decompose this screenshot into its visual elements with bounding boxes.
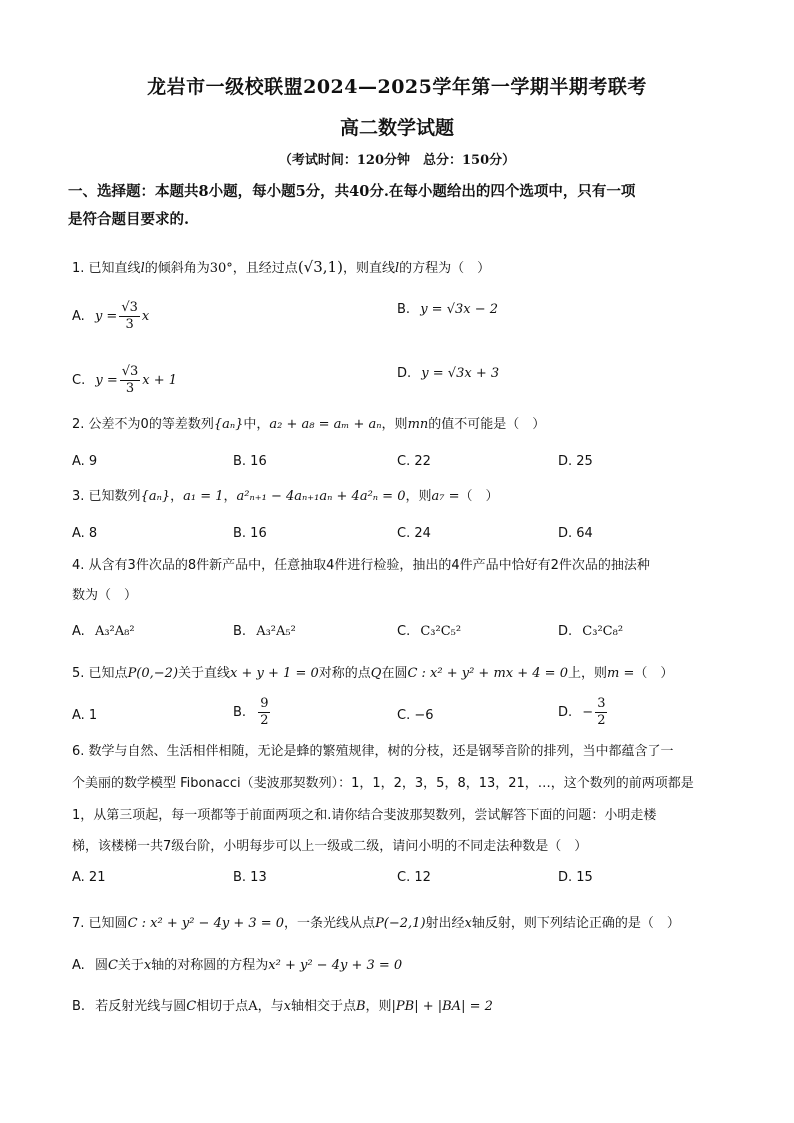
question-6-option-a: A. 21 — [72, 870, 106, 885]
question-3-option-d: D. 64 — [558, 526, 593, 541]
question-6-stem-line1: 6. 数学与自然、生活相伴相随，无论是蜂的繁殖规律，树的分枝，还是钢琴音阶的排列，当中都蕴含了一 — [72, 744, 674, 759]
question-4-option-d: D. C₃²C₈² — [558, 624, 624, 639]
section-heading-line1: 一、选择题：本题共8小题，每小题5分，共40分.在每小题给出的四个选项中，只有一项 — [68, 183, 636, 200]
question-6-stem-line2: 个美丽的数学模型 Fibonacci（斐波那契数列）：1，1，2，3，5，8，13，21，…，这个数列的前两项都是 — [72, 776, 694, 791]
fraction: $\frac{9}{2}$ — [260, 696, 269, 728]
question-5-stem: 5. 已知点P(0,−2)关于直线x + y + 1 = 0对称的点Q在圆C : x² + y² + mx + 4 = 0上，则m =（ ） — [72, 666, 674, 681]
question-1-option-a: A. y = $\frac{√3}{3}$ x — [72, 300, 150, 332]
question-4-stem-line2: 数为（ ） — [72, 588, 138, 603]
question-1-option-d: D. y = √3x + 3 — [397, 366, 500, 381]
question-5-option-c: C. −6 — [397, 708, 434, 723]
question-5-option-d: D. − $\frac{3}{2}$ — [558, 696, 606, 728]
question-4-option-a: A. A₃²A₈² — [72, 624, 135, 639]
question-1-stem: 1. 已知直线l的倾斜角为30°，且经过点(√3,1)，则直线l的方程为（ ） — [72, 258, 491, 276]
question-number: 1. — [72, 261, 85, 276]
question-3-option-c: C. 24 — [397, 526, 431, 541]
question-number: 2. — [72, 417, 85, 432]
exam-subtitle: 高二数学试题 — [339, 117, 454, 139]
fraction: $\frac{√3}{3}$ — [121, 300, 138, 332]
question-3-stem: 3. 已知数列{aₙ}，a₁ = 1，a²ₙ₊₁ − 4aₙ₊₁aₙ + 4a²ₙ = 0，则a₇ =（ ） — [72, 489, 499, 504]
question-7-option-a: A. 圆C关于x轴的对称圆的方程为x² + y² − 4y + 3 = 0 — [72, 958, 403, 973]
exam-title: 龙岩市一级校联盟2024—2025学年第一学期半期考联考 — [147, 76, 647, 98]
fraction: $\frac{3}{2}$ — [597, 696, 606, 728]
question-4-option-b: B. A₃²A₅² — [233, 624, 296, 639]
question-7-stem: 7. 已知圆C : x² + y² − 4y + 3 = 0，一条光线从点P(−2,1)射出经x轴反射，则下列结论正确的是（ ） — [72, 916, 680, 931]
question-1-option-c: C. y = $\frac{√3}{3}$ x + 1 — [72, 364, 178, 396]
fraction: $\frac{√3}{3}$ — [121, 364, 139, 396]
question-number: 6. — [72, 744, 85, 759]
question-2-option-b: B. 16 — [233, 454, 267, 469]
question-1-option-b: B. y = √3x − 2 — [397, 302, 499, 317]
section-heading-line2: 是符合题目要求的. — [68, 211, 190, 228]
question-5-option-b: B. $\frac{9}{2}$ — [233, 696, 269, 728]
exam-meta: （考试时间：120分钟 总分：150分） — [278, 153, 516, 168]
question-6-option-c: C. 12 — [397, 870, 431, 885]
question-2-stem: 2. 公差不为0的等差数列{aₙ}中，a₂ + a₈ = aₘ + aₙ，则mn的值不可能是（ ） — [72, 417, 546, 432]
question-6-stem-line4: 梯，该楼梯一共7级台阶，小明每步可以上一级或二级，请问小明的不同走法种数是（ ） — [72, 839, 588, 854]
question-7-option-b: B. 若反射光线与圆C相切于点A，与x轴相交于点B，则|PB| + |BA| = 2 — [72, 999, 493, 1014]
question-6-option-d: D. 15 — [558, 870, 593, 885]
question-6-stem-line3: 1，从第三项起，每一项都等于前面两项之和.请你结合斐波那契数列，尝试解答下面的问题：小明走楼 — [72, 808, 657, 823]
question-4-option-c: C. C₃²C₅² — [397, 624, 462, 639]
question-6-option-b: B. 13 — [233, 870, 267, 885]
question-number: 5. — [72, 666, 85, 681]
question-4-stem-line1: 4. 从含有3件次品的8件新产品中，任意抽取4件进行检验，抽出的4件产品中恰好有2件次品的抽法种 — [72, 558, 650, 573]
question-number: 4. — [72, 558, 85, 573]
question-3-option-a: A. 8 — [72, 526, 98, 541]
question-2-option-c: C. 22 — [397, 454, 431, 469]
question-3-option-b: B. 16 — [233, 526, 267, 541]
question-2-option-d: D. 25 — [558, 454, 593, 469]
question-5-option-a: A. 1 — [72, 708, 98, 723]
question-number: 3. — [72, 489, 85, 504]
question-2-option-a: A. 9 — [72, 454, 98, 469]
question-number: 7. — [72, 916, 85, 931]
